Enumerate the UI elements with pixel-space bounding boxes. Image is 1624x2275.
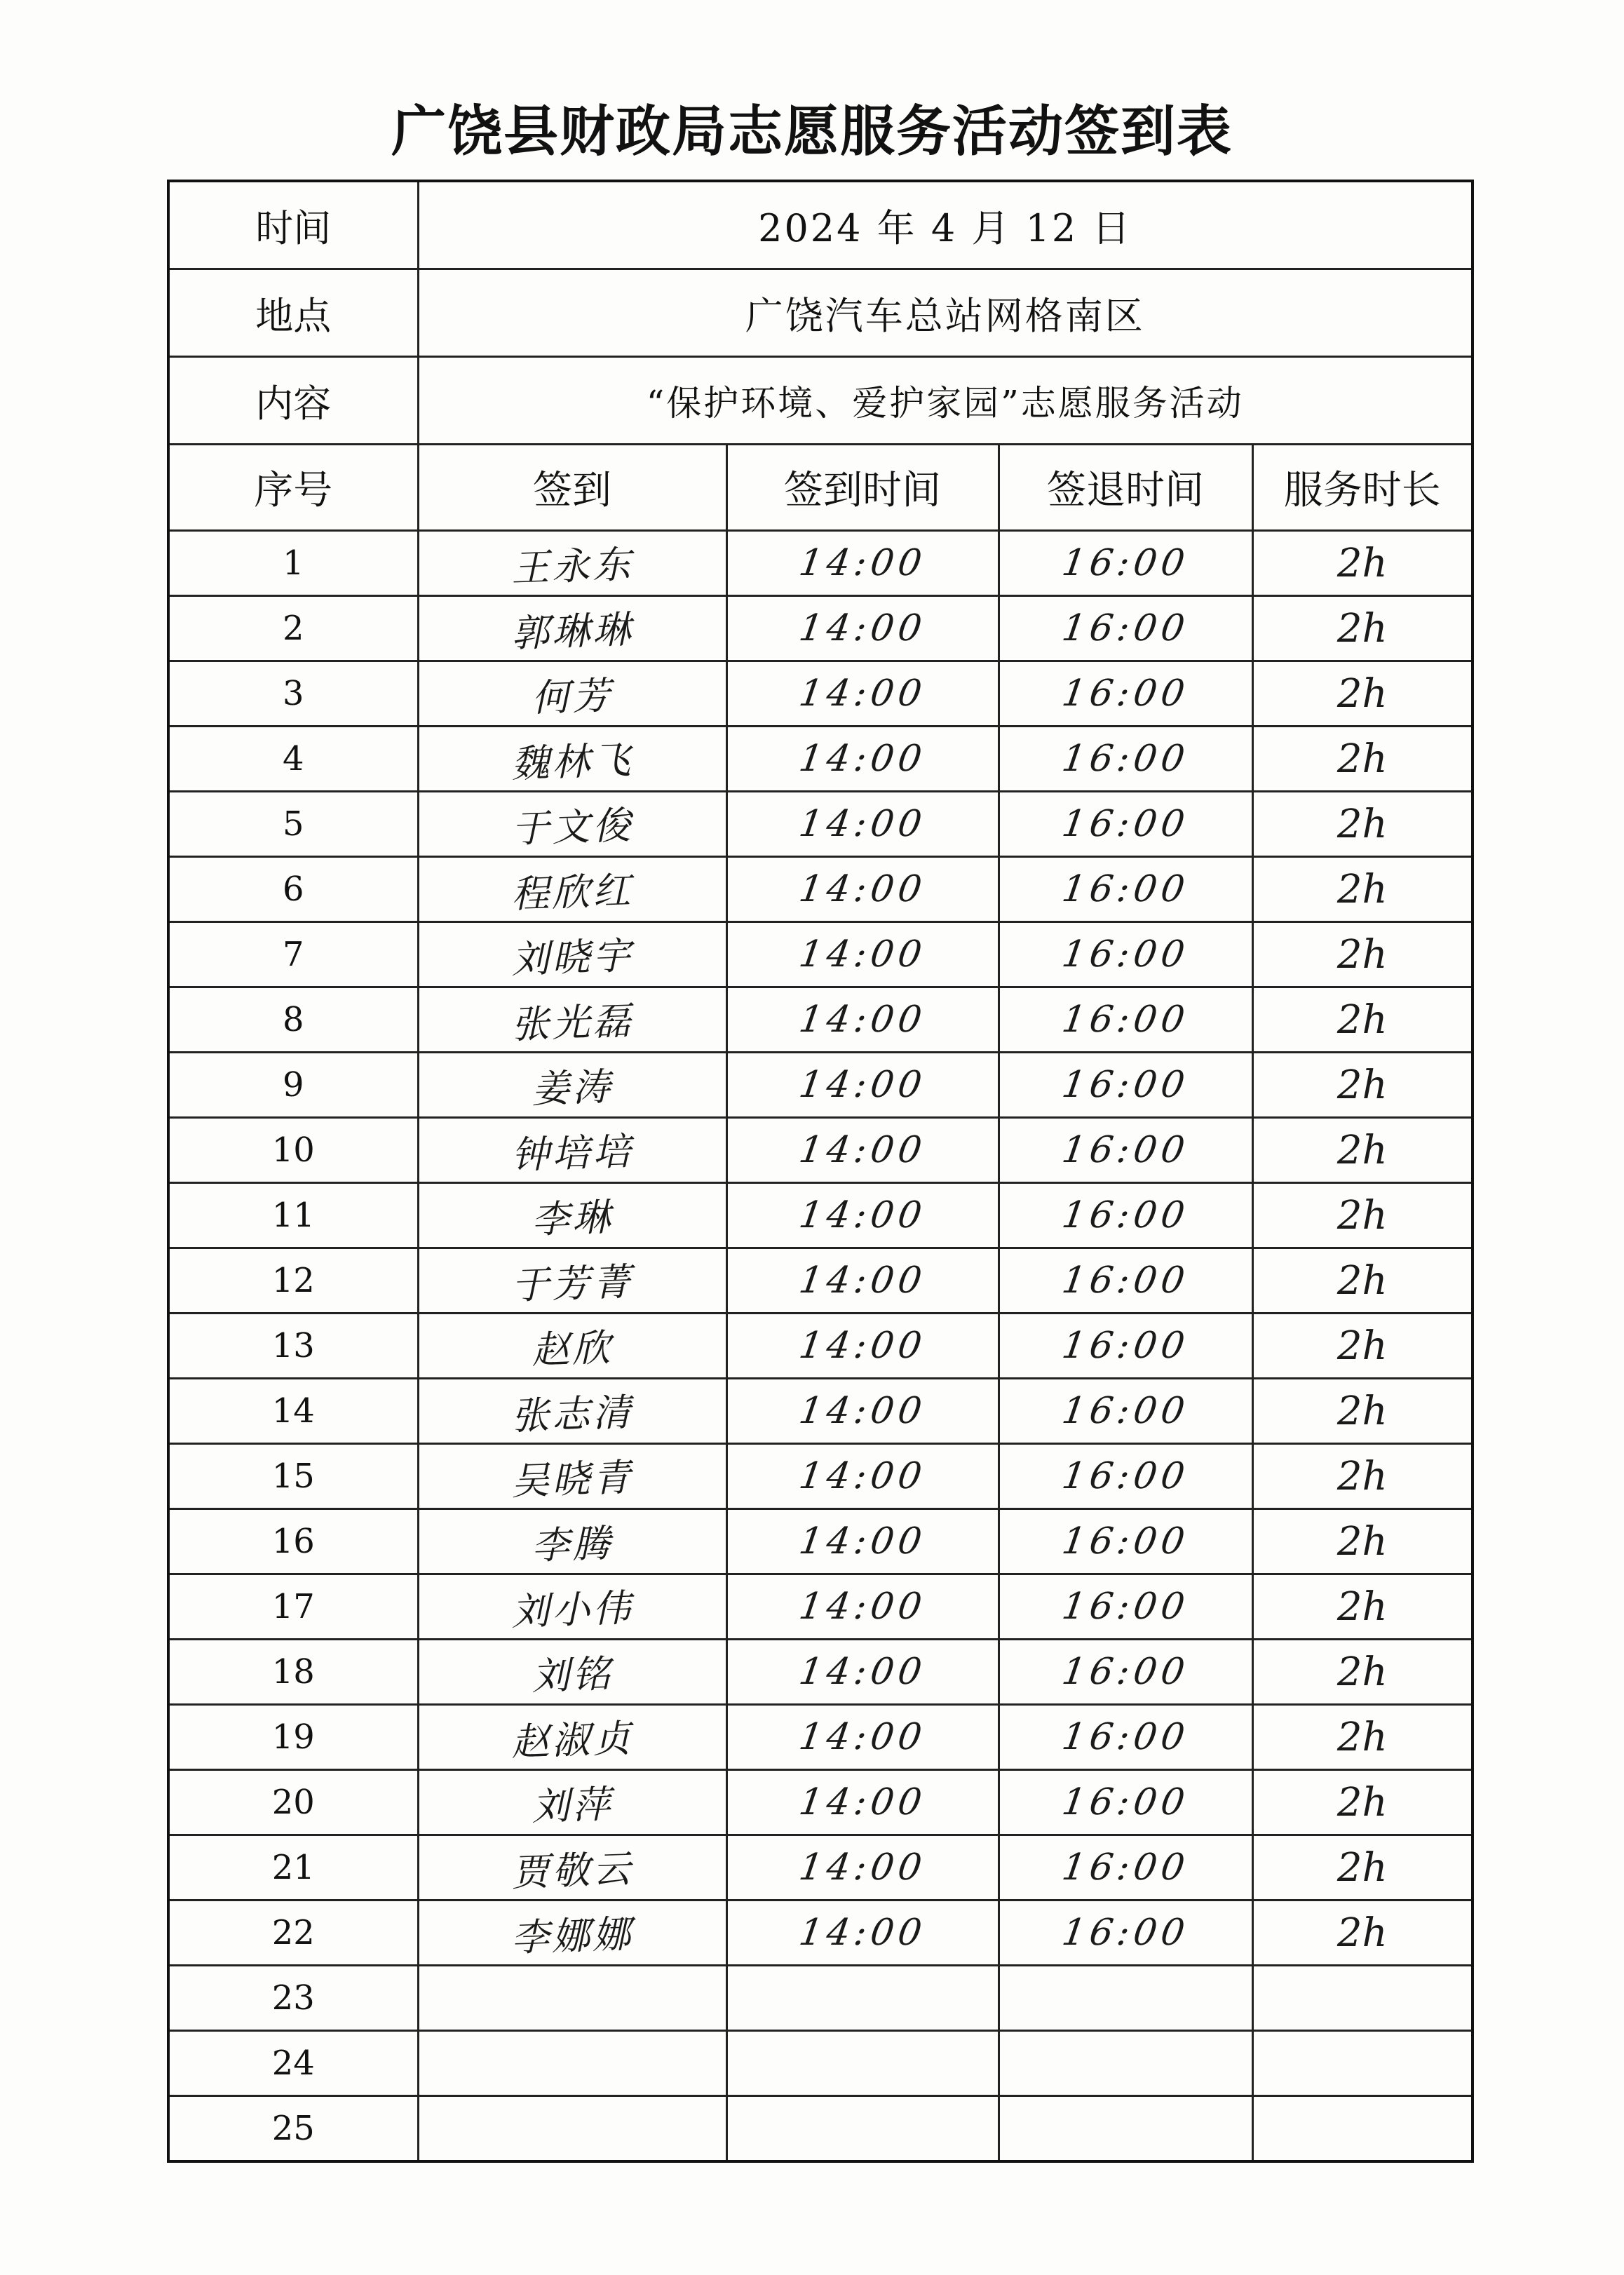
service-duration: 2h <box>1337 1062 1388 1108</box>
row-number-cell: 13 <box>168 1314 418 1379</box>
signature: 刘萍 <box>531 1781 614 1829</box>
row-number-cell: 10 <box>168 1118 418 1183</box>
table-row <box>168 1053 1473 1118</box>
sign-out-time: 16:00 <box>1059 1455 1192 1497</box>
service-duration-cell <box>1252 987 1473 1053</box>
sign-out-time-cell <box>999 1118 1252 1183</box>
service-duration-cell <box>1252 1379 1473 1444</box>
sign-out-time: 16:00 <box>1059 1064 1192 1106</box>
sign-out-time: 16:00 <box>1059 673 1192 715</box>
service-duration-cell <box>1252 531 1473 596</box>
table-row <box>168 1509 1473 1574</box>
sign-out-time: 16:00 <box>1059 1390 1192 1432</box>
table-row <box>168 596 1473 661</box>
place-value: 广饶汽车总站网格南区 <box>418 269 1473 357</box>
sign-in-table <box>167 180 1474 2163</box>
service-duration: 2h <box>1337 670 1388 717</box>
signature-cell <box>418 1835 726 1901</box>
service-duration-cell <box>1252 1314 1473 1379</box>
sign-out-time-cell <box>999 1444 1252 1509</box>
signature: 魏林飞 <box>510 737 635 786</box>
row-number-cell: 7 <box>168 922 418 987</box>
service-duration-cell <box>1252 1574 1473 1640</box>
signature-cell <box>418 1901 726 1966</box>
sign-out-time: 16:00 <box>1059 1325 1192 1367</box>
signature-cell <box>418 1705 726 1770</box>
service-duration-cell <box>1252 792 1473 857</box>
row-number-cell: 18 <box>168 1640 418 1705</box>
service-duration-cell <box>1252 1248 1473 1314</box>
sign-in-time-cell <box>726 2096 999 2162</box>
sign-in-time: 14:00 <box>796 1520 929 1562</box>
header-sign-out-time: 签退时间 <box>999 445 1252 531</box>
sign-in-time-cell <box>726 1248 999 1314</box>
signature: 郭琳琳 <box>510 607 635 656</box>
service-duration-cell <box>1252 1053 1473 1118</box>
sign-out-time-cell <box>999 1966 1252 2031</box>
signature-cell <box>418 2096 726 2162</box>
sign-in-time: 14:00 <box>796 1781 929 1823</box>
row-number-cell: 3 <box>168 661 418 727</box>
signature-cell <box>418 1574 726 1640</box>
table-row <box>168 1314 1473 1379</box>
row-number-cell: 16 <box>168 1509 418 1574</box>
sign-out-time-cell <box>999 1314 1252 1379</box>
row-number-cell: 5 <box>168 792 418 857</box>
sign-in-time: 14:00 <box>796 1064 929 1106</box>
sign-in-time-cell <box>726 531 999 596</box>
service-duration-cell <box>1252 596 1473 661</box>
sign-in-time-cell <box>726 2031 999 2096</box>
table-row <box>168 661 1473 727</box>
table-row <box>168 727 1473 792</box>
service-duration: 2h <box>1337 1910 1388 1956</box>
header-row <box>168 445 1473 531</box>
signature: 李腾 <box>531 1520 614 1568</box>
sign-in-time: 14:00 <box>796 1325 929 1367</box>
time-value: 2024 年 4 月 12 日 <box>418 181 1473 269</box>
sign-out-time: 16:00 <box>1059 1651 1192 1693</box>
sign-in-time-cell <box>726 1183 999 1248</box>
service-duration-cell <box>1252 727 1473 792</box>
sign-in-time-cell <box>726 1379 999 1444</box>
sign-in-time: 14:00 <box>796 1260 929 1302</box>
sign-in-time: 14:00 <box>796 1847 929 1889</box>
table-row <box>168 1770 1473 1835</box>
sign-in-time: 14:00 <box>796 1194 929 1236</box>
table-row <box>168 792 1473 857</box>
sign-out-time: 16:00 <box>1059 933 1192 976</box>
service-duration: 2h <box>1337 1518 1388 1565</box>
sign-in-time: 14:00 <box>796 542 929 584</box>
sign-out-time-cell <box>999 1183 1252 1248</box>
signature: 刘晓宇 <box>510 933 635 982</box>
sign-in-time: 14:00 <box>796 1455 929 1497</box>
service-duration: 2h <box>1337 1453 1388 1499</box>
service-duration-cell <box>1252 1640 1473 1705</box>
sign-out-time: 16:00 <box>1059 1716 1192 1758</box>
sign-out-time-cell <box>999 1901 1252 1966</box>
sign-out-time-cell <box>999 2096 1252 2162</box>
row-number-cell: 1 <box>168 531 418 596</box>
content-row <box>168 357 1473 445</box>
sign-out-time: 16:00 <box>1059 1847 1192 1889</box>
table-row <box>168 1444 1473 1509</box>
content-label: 内容 <box>168 357 418 445</box>
row-number-cell: 6 <box>168 857 418 922</box>
row-number-cell: 19 <box>168 1705 418 1770</box>
sign-out-time-cell <box>999 1509 1252 1574</box>
table-row <box>168 922 1473 987</box>
sign-out-time-cell <box>999 2031 1252 2096</box>
sign-out-time: 16:00 <box>1059 1586 1192 1628</box>
header-no: 序号 <box>168 445 418 531</box>
service-duration-cell <box>1252 1835 1473 1901</box>
signature-cell <box>418 531 726 596</box>
sign-out-time-cell <box>999 531 1252 596</box>
service-duration: 2h <box>1337 1844 1388 1891</box>
sign-out-time-cell <box>999 922 1252 987</box>
sign-in-time: 14:00 <box>796 868 929 910</box>
sign-in-time-cell <box>726 727 999 792</box>
sign-out-time-cell <box>999 1835 1252 1901</box>
signature: 张志清 <box>510 1389 635 1438</box>
sign-in-time: 14:00 <box>796 738 929 780</box>
signature: 钟培培 <box>510 1128 635 1177</box>
sign-in-time-cell <box>726 661 999 727</box>
service-duration: 2h <box>1337 866 1388 912</box>
sign-out-time: 16:00 <box>1059 1912 1192 1954</box>
time-label: 时间 <box>168 181 418 269</box>
sign-out-time: 16:00 <box>1059 1129 1192 1171</box>
sign-out-time: 16:00 <box>1059 738 1192 780</box>
signature-cell <box>418 1966 726 2031</box>
sign-in-time: 14:00 <box>796 999 929 1041</box>
row-number-cell: 2 <box>168 596 418 661</box>
signature: 于芳菁 <box>510 1259 635 1308</box>
service-duration-cell <box>1252 661 1473 727</box>
signature: 王永东 <box>510 541 635 590</box>
service-duration-cell <box>1252 1118 1473 1183</box>
signature: 刘铭 <box>531 1651 614 1699</box>
sign-in-time: 14:00 <box>796 607 929 649</box>
sign-out-time: 16:00 <box>1059 607 1192 649</box>
signature-cell <box>418 1770 726 1835</box>
service-duration-cell <box>1252 922 1473 987</box>
row-number-cell: 22 <box>168 1901 418 1966</box>
signature: 赵欣 <box>531 1325 614 1372</box>
table-row <box>168 1248 1473 1314</box>
sign-in-time-cell <box>726 1705 999 1770</box>
service-duration: 2h <box>1337 540 1388 586</box>
service-duration-cell <box>1252 1901 1473 1966</box>
service-duration-cell <box>1252 1183 1473 1248</box>
service-duration: 2h <box>1337 1323 1388 1369</box>
service-duration: 2h <box>1337 1714 1388 1760</box>
sign-out-time-cell <box>999 1705 1252 1770</box>
service-duration: 2h <box>1337 1388 1388 1434</box>
header-sign: 签到 <box>418 445 726 531</box>
signature-cell <box>418 1640 726 1705</box>
table-row <box>168 857 1473 922</box>
sign-in-time: 14:00 <box>796 673 929 715</box>
sign-in-time-cell <box>726 987 999 1053</box>
sign-in-time: 14:00 <box>796 1716 929 1758</box>
sign-out-time: 16:00 <box>1059 803 1192 845</box>
row-number-cell: 15 <box>168 1444 418 1509</box>
signature-cell <box>418 857 726 922</box>
sign-out-time-cell <box>999 1379 1252 1444</box>
row-number-cell: 24 <box>168 2031 418 2096</box>
sign-in-time-cell <box>726 922 999 987</box>
signature: 何芳 <box>531 673 614 720</box>
table-row <box>168 987 1473 1053</box>
sign-in-time: 14:00 <box>796 1912 929 1954</box>
signature-cell <box>418 2031 726 2096</box>
signature-cell <box>418 1053 726 1118</box>
row-number-cell: 9 <box>168 1053 418 1118</box>
sign-in-time: 14:00 <box>796 1586 929 1628</box>
sign-in-time: 14:00 <box>796 803 929 845</box>
table-row <box>168 1574 1473 1640</box>
row-number-cell: 25 <box>168 2096 418 2162</box>
sign-in-time: 14:00 <box>796 1651 929 1693</box>
sign-out-time-cell <box>999 1248 1252 1314</box>
table-row <box>168 2031 1473 2096</box>
sign-in-time: 14:00 <box>796 1129 929 1171</box>
table-row <box>168 531 1473 596</box>
service-duration: 2h <box>1337 605 1388 652</box>
signature: 刘小伟 <box>510 1585 635 1634</box>
sign-out-time: 16:00 <box>1059 1520 1192 1562</box>
row-number-cell: 12 <box>168 1248 418 1314</box>
service-duration: 2h <box>1337 1649 1388 1695</box>
sign-in-time-cell <box>726 1574 999 1640</box>
service-duration: 2h <box>1337 736 1388 782</box>
sign-out-time: 16:00 <box>1059 1781 1192 1823</box>
table-row <box>168 1183 1473 1248</box>
sign-in-time-cell <box>726 1835 999 1901</box>
row-number-cell: 20 <box>168 1770 418 1835</box>
service-duration-cell <box>1252 857 1473 922</box>
sign-in-time-cell <box>726 596 999 661</box>
service-duration: 2h <box>1337 997 1388 1043</box>
sign-in-time-cell <box>726 1770 999 1835</box>
service-duration-cell <box>1252 1966 1473 2031</box>
table-row <box>168 1966 1473 2031</box>
signature: 赵淑贞 <box>510 1715 635 1764</box>
sign-in-time-cell <box>726 1966 999 2031</box>
sign-in-time-cell <box>726 857 999 922</box>
content-value: “保护环境、爱护家园”志愿服务活动 <box>418 357 1473 445</box>
place-label: 地点 <box>168 269 418 357</box>
service-duration: 2h <box>1337 931 1388 978</box>
sign-out-time-cell <box>999 596 1252 661</box>
service-duration-cell <box>1252 1509 1473 1574</box>
signature-cell <box>418 792 726 857</box>
table-row <box>168 1118 1473 1183</box>
signature-cell <box>418 1314 726 1379</box>
signature: 李琳 <box>531 1194 614 1242</box>
table-row <box>168 1705 1473 1770</box>
sign-in-time-cell <box>726 1901 999 1966</box>
signature-cell <box>418 987 726 1053</box>
row-number-cell: 21 <box>168 1835 418 1901</box>
sign-out-time-cell <box>999 792 1252 857</box>
signature-cell <box>418 596 726 661</box>
table-row <box>168 1901 1473 1966</box>
sign-in-time: 14:00 <box>796 1390 929 1432</box>
signature-cell <box>418 661 726 727</box>
row-number-cell: 4 <box>168 727 418 792</box>
row-number-cell: 17 <box>168 1574 418 1640</box>
signature-cell <box>418 1183 726 1248</box>
signature: 张光磊 <box>510 998 635 1047</box>
sign-in-time-cell <box>726 1118 999 1183</box>
sign-out-time-cell <box>999 1770 1252 1835</box>
service-duration-cell <box>1252 1444 1473 1509</box>
signature-cell <box>418 1248 726 1314</box>
sign-out-time-cell <box>999 857 1252 922</box>
service-duration: 2h <box>1337 1584 1388 1630</box>
sign-out-time-cell <box>999 1574 1252 1640</box>
sign-in-time-cell <box>726 1509 999 1574</box>
page-title: 广饶县财政局志愿服务活动签到表 <box>391 100 1233 163</box>
sign-out-time-cell <box>999 661 1252 727</box>
signature: 于文俊 <box>510 802 635 851</box>
table-row <box>168 1379 1473 1444</box>
place-row <box>168 269 1473 357</box>
sign-out-time: 16:00 <box>1059 1194 1192 1236</box>
sign-out-time-cell <box>999 1053 1252 1118</box>
service-duration-cell <box>1252 1705 1473 1770</box>
signature: 姜涛 <box>531 1064 614 1112</box>
sign-in-time-cell <box>726 1053 999 1118</box>
sign-out-time: 16:00 <box>1059 868 1192 910</box>
signature: 吴晓青 <box>510 1454 635 1504</box>
row-number-cell: 11 <box>168 1183 418 1248</box>
signature-cell <box>418 1444 726 1509</box>
service-duration: 2h <box>1337 1257 1388 1304</box>
signature-cell <box>418 1379 726 1444</box>
sign-in-time-cell <box>726 1314 999 1379</box>
table-row <box>168 1640 1473 1705</box>
sign-out-time: 16:00 <box>1059 542 1192 584</box>
row-number-cell: 14 <box>168 1379 418 1444</box>
sign-out-time-cell <box>999 1640 1252 1705</box>
sign-in-time-cell <box>726 1640 999 1705</box>
signature: 程欣红 <box>510 868 635 917</box>
service-duration-cell <box>1252 2031 1473 2096</box>
signature-cell <box>418 1118 726 1183</box>
service-duration: 2h <box>1337 1127 1388 1173</box>
table-row <box>168 1835 1473 1901</box>
sign-out-time-cell <box>999 727 1252 792</box>
signature-cell <box>418 922 726 987</box>
sign-in-time-cell <box>726 1444 999 1509</box>
table-row <box>168 2096 1473 2162</box>
sign-in-time: 14:00 <box>796 933 929 976</box>
row-number-cell: 23 <box>168 1966 418 2031</box>
service-duration: 2h <box>1337 1779 1388 1825</box>
service-duration: 2h <box>1337 1192 1388 1238</box>
service-duration: 2h <box>1337 801 1388 847</box>
sign-out-time: 16:00 <box>1059 999 1192 1041</box>
sign-out-time-cell <box>999 987 1252 1053</box>
header-sign-in-time: 签到时间 <box>726 445 999 531</box>
signature: 贾敬云 <box>510 1846 635 1895</box>
service-duration-cell <box>1252 2096 1473 2162</box>
signature: 李娜娜 <box>510 1911 635 1960</box>
row-number-cell: 8 <box>168 987 418 1053</box>
sign-out-time: 16:00 <box>1059 1260 1192 1302</box>
service-duration-cell <box>1252 1770 1473 1835</box>
sign-in-time-cell <box>726 792 999 857</box>
header-duration: 服务时长 <box>1252 445 1473 531</box>
time-row <box>168 181 1473 269</box>
signature-cell <box>418 1509 726 1574</box>
signature-cell <box>418 727 726 792</box>
